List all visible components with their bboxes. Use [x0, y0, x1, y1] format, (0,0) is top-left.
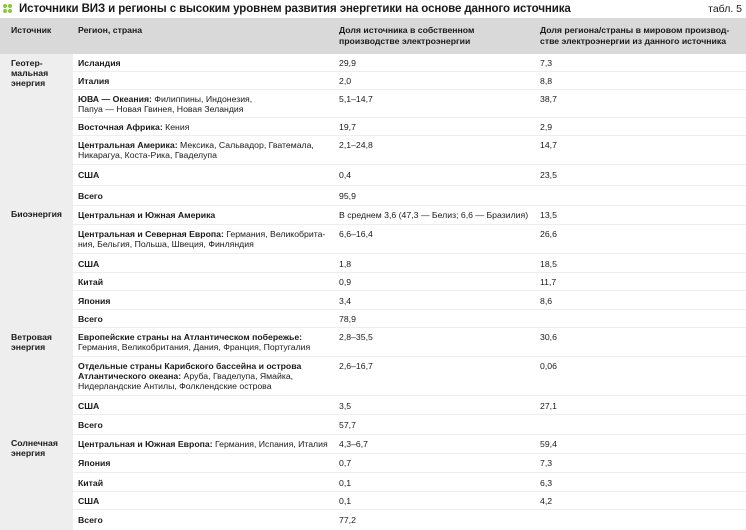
- share-world-cell: 2,9: [540, 122, 553, 132]
- table-row: [73, 310, 746, 327]
- source-geothermal: Геотер- мальная энергия: [11, 58, 49, 88]
- share-own-cell: 1,8: [339, 259, 352, 269]
- table-row: [73, 454, 746, 472]
- share-world-cell: 6,3: [540, 478, 553, 488]
- share-world-cell: 38,7: [540, 94, 557, 104]
- region-cell: Исландия: [78, 58, 121, 68]
- share-world-cell: 27,1: [540, 401, 557, 411]
- share-own-cell: В среднем 3,6 (47,3 — Белиз; 6,6 — Бразилия): [339, 210, 529, 220]
- share-own-cell: 3,5: [339, 401, 352, 411]
- region-cell: Китай: [78, 478, 104, 488]
- share-own-cell: 2,6–16,7: [339, 361, 373, 371]
- share-world-cell: 23,5: [540, 170, 557, 180]
- column-headers: [0, 18, 746, 54]
- region-cell: Центральная и Южная Европа: Германия, Испания, Италия: [78, 439, 328, 449]
- share-own-cell: 5,1–14,7: [339, 94, 373, 104]
- table-header-bar: [0, 0, 746, 18]
- table-row: [73, 273, 746, 290]
- region-cell: США: [78, 170, 100, 180]
- region-cell: Центральная и Северная Европа: Германия, Великобрита- ния, Бельгия, Польша, Швеция, Финляндия: [78, 229, 326, 249]
- region-cell: Всего: [78, 191, 103, 201]
- region-cell: Отдельные страны Карибского бассейна и острова Атлантического океана: Аруба, Гваделупа, Ямайка, Нидерландские Антилы, Фолклендские острова: [78, 361, 302, 391]
- share-world-cell: 13,5: [540, 210, 557, 220]
- table-row: [73, 435, 746, 453]
- share-own-cell: 19,7: [339, 122, 356, 132]
- table-row: [73, 510, 746, 530]
- share-own-cell: 3,4: [339, 296, 352, 306]
- share-own-cell: 2,0: [339, 76, 352, 86]
- share-own-cell: 2,1–24,8: [339, 140, 373, 150]
- table-row: [73, 72, 746, 89]
- region-cell: Китай: [78, 277, 104, 287]
- table-row: [73, 357, 746, 395]
- region-cell: США: [78, 259, 100, 269]
- share-world-cell: 7,3: [540, 58, 553, 68]
- region-cell: США: [78, 496, 100, 506]
- dots-icon: [3, 4, 13, 14]
- share-world-cell: 14,7: [540, 140, 557, 150]
- share-own-cell: 0,1: [339, 496, 352, 506]
- region-cell: ЮВА — Океания: Филиппины, Индонезия, Папуа — Новая Гвинея, Новая Зеландия: [78, 94, 253, 114]
- share-own-cell: 29,9: [339, 58, 356, 68]
- region-cell: Всего: [78, 420, 103, 430]
- share-world-cell: 7,3: [540, 458, 553, 468]
- table-row: [73, 186, 746, 205]
- table-title: Источники ВИЗ и регионы с высоким уровнем развития энергетики на основе данного источника: [19, 3, 571, 15]
- share-own-cell: 0,9: [339, 277, 352, 287]
- table-number: табл. 5: [708, 3, 742, 15]
- share-own-cell: 0,4: [339, 170, 352, 180]
- table-row: [73, 118, 746, 135]
- share-own-cell: 77,2: [339, 515, 356, 525]
- table-row: [73, 415, 746, 434]
- table-row: [73, 473, 746, 491]
- share-world-cell: 8,8: [540, 76, 553, 86]
- table-row: [73, 254, 746, 272]
- table-row: [73, 54, 746, 71]
- share-own-cell: 78,9: [339, 314, 356, 324]
- source-wind: Ветровая энергия: [11, 332, 52, 352]
- col-share-own: Доля источника в собственном производстве электроэнергии: [339, 25, 475, 46]
- share-own-cell: 4,3–6,7: [339, 439, 368, 449]
- region-cell: США: [78, 401, 100, 411]
- share-world-cell: 4,2: [540, 496, 553, 506]
- share-world-cell: 59,4: [540, 439, 557, 449]
- table-row: [73, 291, 746, 309]
- table-row: [73, 225, 746, 253]
- share-own-cell: 2,8–35,5: [339, 332, 373, 342]
- region-cell: Всего: [78, 515, 103, 525]
- region-cell: Всего: [78, 314, 103, 324]
- share-own-cell: 57,7: [339, 420, 356, 430]
- table-row: [73, 165, 746, 185]
- table-row: [73, 136, 746, 164]
- share-world-cell: 0,06: [540, 361, 557, 371]
- source-bioenergy: Биоэнергия: [11, 209, 62, 219]
- region-cell: Италия: [78, 76, 110, 86]
- share-own-cell: 6,6–16,4: [339, 229, 373, 239]
- share-world-cell: 8,6: [540, 296, 553, 306]
- table-row: [73, 206, 746, 224]
- table-row: [73, 90, 746, 117]
- share-world-cell: 11,7: [540, 277, 557, 287]
- region-cell: Япония: [78, 296, 111, 306]
- table-row: [73, 492, 746, 509]
- share-own-cell: 95,9: [339, 191, 356, 201]
- share-world-cell: 18,5: [540, 259, 557, 269]
- col-region: Регион, страна: [78, 25, 143, 35]
- region-cell: Центральная и Южная Америка: [78, 210, 216, 220]
- source-solar: Солнечная энергия: [11, 438, 58, 458]
- col-source: Источник: [11, 25, 52, 35]
- region-cell: Европейские страны на Атлантическом побережье: Германия, Великобритания, Дания, Франция, Португалия: [78, 332, 311, 352]
- share-world-cell: 30,6: [540, 332, 557, 342]
- region-cell: Япония: [78, 458, 111, 468]
- table-body: [0, 54, 746, 530]
- share-world-cell: 26,6: [540, 229, 557, 239]
- share-own-cell: 0,7: [339, 458, 352, 468]
- table-row: [73, 396, 746, 414]
- share-own-cell: 0,1: [339, 478, 352, 488]
- region-cell: Центральная Америка: Мексика, Сальвадор, Гватемала, Никарагуа, Коста-Рика, Гваделупа: [78, 140, 314, 160]
- col-share-world: Доля региона/страны в мировом производ- стве электроэнергии из данного источника: [540, 25, 730, 46]
- region-cell: Восточная Африка: Кения: [78, 122, 190, 132]
- table-row: [73, 328, 746, 356]
